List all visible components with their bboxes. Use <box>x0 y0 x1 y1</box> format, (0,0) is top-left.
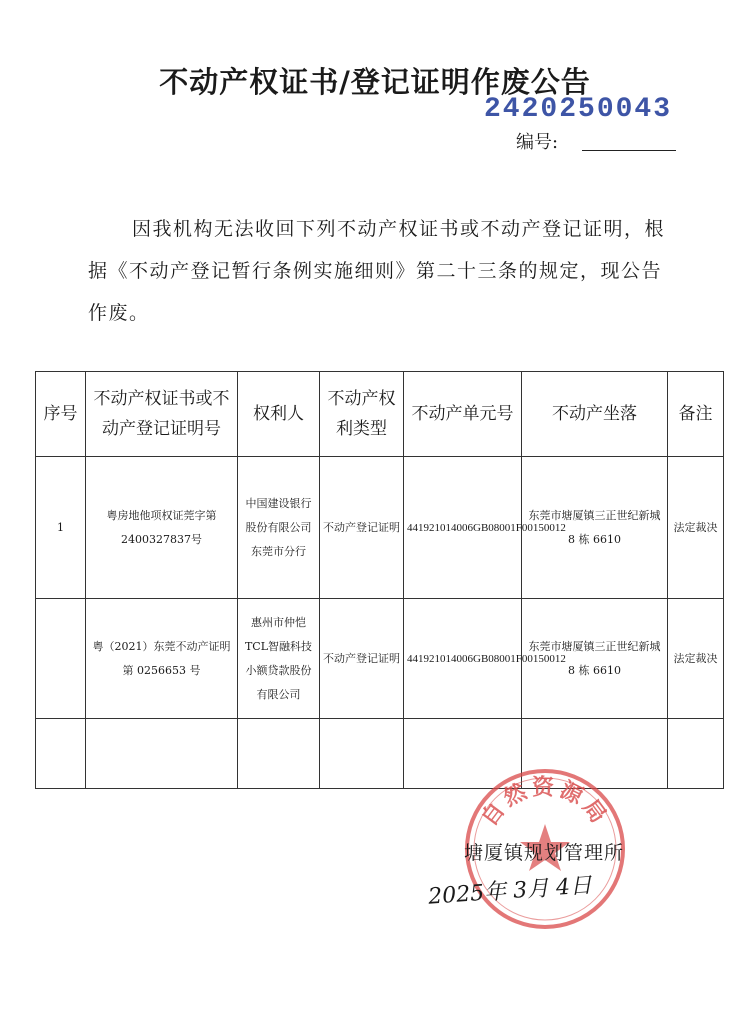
table-row <box>36 457 724 599</box>
cell-remark <box>668 719 724 789</box>
cell-unit-no: 441921014006GB08001F00150012 <box>404 457 522 599</box>
table-row <box>36 599 724 719</box>
announcement-body: 因我机构无法收回下列不动产权证书或不动产登记证明，根据《不动产登记暂行条例实施细则》第二十三条的规定，现公告作废。 <box>88 218 666 324</box>
cell-cert-no <box>86 719 238 789</box>
cell-seq <box>36 719 86 789</box>
cell-unit-no: 441921014006GB08001F00150012 <box>404 599 522 719</box>
table-header-row <box>36 372 724 457</box>
issue-date: 2025年 3月 4日 <box>427 873 593 910</box>
cell-owner: 惠州市仲恺TCL智融科技小额贷款股份有限公司 <box>238 599 320 719</box>
cell-cert-no: 粤房地他项权证莞字第2400327837号 <box>86 457 238 599</box>
header-cert-no: 不动产权证书或不动产登记证明号 <box>86 372 238 457</box>
svg-text:自然资源局 <box>476 774 613 831</box>
cell-right-type <box>320 719 404 789</box>
cell-right-type: 不动产登记证明 <box>320 599 404 719</box>
cell-right-type: 不动产登记证明 <box>320 457 404 599</box>
number-label: 编号: <box>516 132 559 153</box>
cell-location: 东莞市塘厦镇三正世纪新城 8 栋 6610 <box>522 599 668 719</box>
cell-remark: 法定裁决 <box>668 599 724 719</box>
page-title: 不动产权证书/登记证明作废公告 <box>159 65 591 99</box>
header-unit-no: 不动产单元号 <box>404 372 522 457</box>
cell-seq <box>36 599 86 719</box>
cell-remark: 法定裁决 <box>668 457 724 599</box>
cell-owner <box>238 719 320 789</box>
certificate-table <box>35 371 724 789</box>
header-seq: 序号 <box>36 372 86 457</box>
header-owner: 权利人 <box>238 372 320 457</box>
header-remark: 备注 <box>668 372 724 457</box>
issuing-office: 塘厦镇规划管理所 <box>464 842 625 864</box>
number-underline <box>582 150 676 151</box>
header-location: 不动产坐落 <box>522 372 668 457</box>
stamped-number: 2420250043 <box>484 94 673 125</box>
cell-seq: 1 <box>36 457 86 599</box>
header-right-type: 不动产权利类型 <box>320 372 404 457</box>
cell-location: 东莞市塘厦镇三正世纪新城 8 栋 6610 <box>522 457 668 599</box>
seal-text: 自然资源局 <box>476 774 614 832</box>
cell-owner: 中国建设银行股份有限公司东莞市分行 <box>238 457 320 599</box>
cell-cert-no: 粤（2021）东莞不动产证明第 0256653 号 <box>86 599 238 719</box>
